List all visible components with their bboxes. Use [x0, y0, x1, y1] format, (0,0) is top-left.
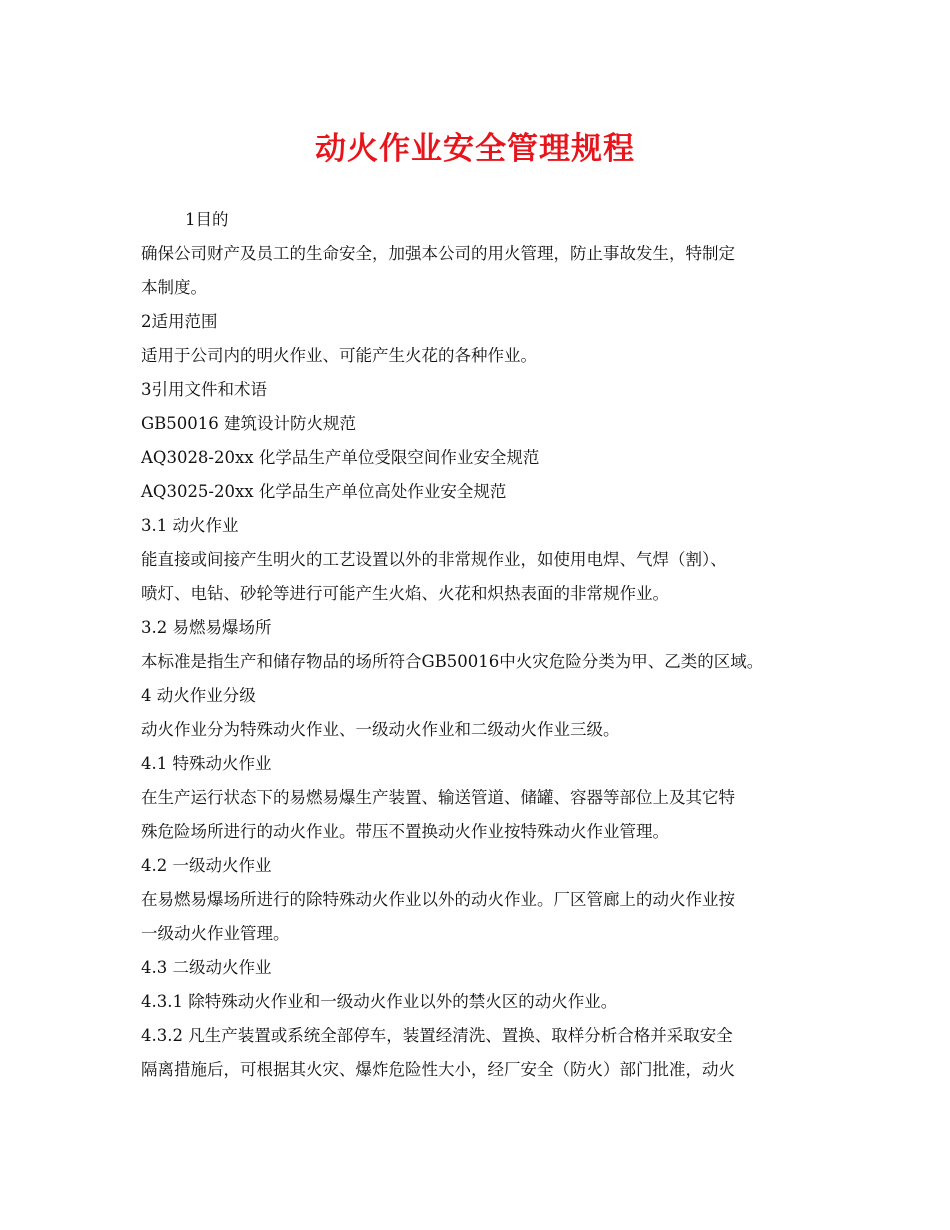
section-heading: 4.1 特殊动火作业 — [141, 754, 272, 773]
paragraph-line: 一级动火作业管理。 — [141, 924, 290, 943]
paragraph-line: 动火作业分为特殊动火作业、一级动火作业和二级动火作业三级。 — [141, 720, 620, 739]
section-heading: 3.1 动火作业 — [141, 516, 239, 535]
paragraph-line: 确保公司财产及员工的生命安全，加强本公司的用火管理，防止事故发生，特制定 — [141, 244, 735, 263]
section-heading: 3.2 易燃易爆场所 — [141, 618, 272, 637]
section-heading: 3引用文件和术语 — [141, 380, 267, 399]
paragraph-line: 适用于公司内的明火作业、可能产生火花的各种作业。 — [141, 346, 537, 365]
paragraph-line: 在生产运行状态下的易燃易爆生产装置、输送管道、储罐、容器等部位上及其它特 — [141, 788, 735, 807]
paragraph-line: 在易燃易爆场所进行的除特殊动火作业以外的动火作业。厂区管廊上的动火作业按 — [141, 890, 735, 909]
section-heading: 4.3 二级动火作业 — [141, 958, 272, 977]
paragraph-line: 殊危险场所进行的动火作业。带压不置换动火作业按特殊动火作业管理。 — [141, 822, 669, 841]
paragraph-line: 隔离措施后，可根据其火灾、爆炸危险性大小，经厂安全（防火）部门批准，动火 — [141, 1060, 735, 1079]
paragraph-line: 本制度。 — [141, 278, 207, 297]
section-heading: 2适用范围 — [141, 312, 218, 331]
document-title: 动火作业安全管理规程 — [315, 131, 635, 167]
paragraph-line: 喷灯、电钻、砂轮等进行可能产生火焰、火花和炽热表面的非常规作业。 — [141, 584, 669, 603]
reference-line: AQ3028-20xx 化学品生产单位受限空间作业安全规范 — [141, 448, 540, 467]
reference-line: GB50016 建筑设计防火规范 — [141, 414, 357, 433]
section-heading: 4.2 一级动火作业 — [141, 856, 272, 875]
paragraph-line: 4.3.1 除特殊动火作业和一级动火作业以外的禁火区的动火作业。 — [141, 992, 618, 1011]
section-heading: 1目的 — [185, 210, 229, 229]
document-body — [141, 203, 831, 1087]
paragraph-line: 能直接或间接产生明火的工艺设置以外的非常规作业，如使用电焊、气焊（割）、 — [141, 550, 727, 569]
paragraph-line: 本标准是指生产和储存物品的场所符合GB50016中火灾危险分类为甲、乙类的区域。 — [141, 652, 764, 671]
reference-line: AQ3025-20xx 化学品生产单位高处作业安全规范 — [141, 482, 507, 501]
section-heading: 4 动火作业分级 — [141, 686, 256, 705]
paragraph-line: 4.3.2 凡生产装置或系统全部停车，装置经清洗、置换、取样分析合格并采取安全 — [141, 1026, 733, 1045]
